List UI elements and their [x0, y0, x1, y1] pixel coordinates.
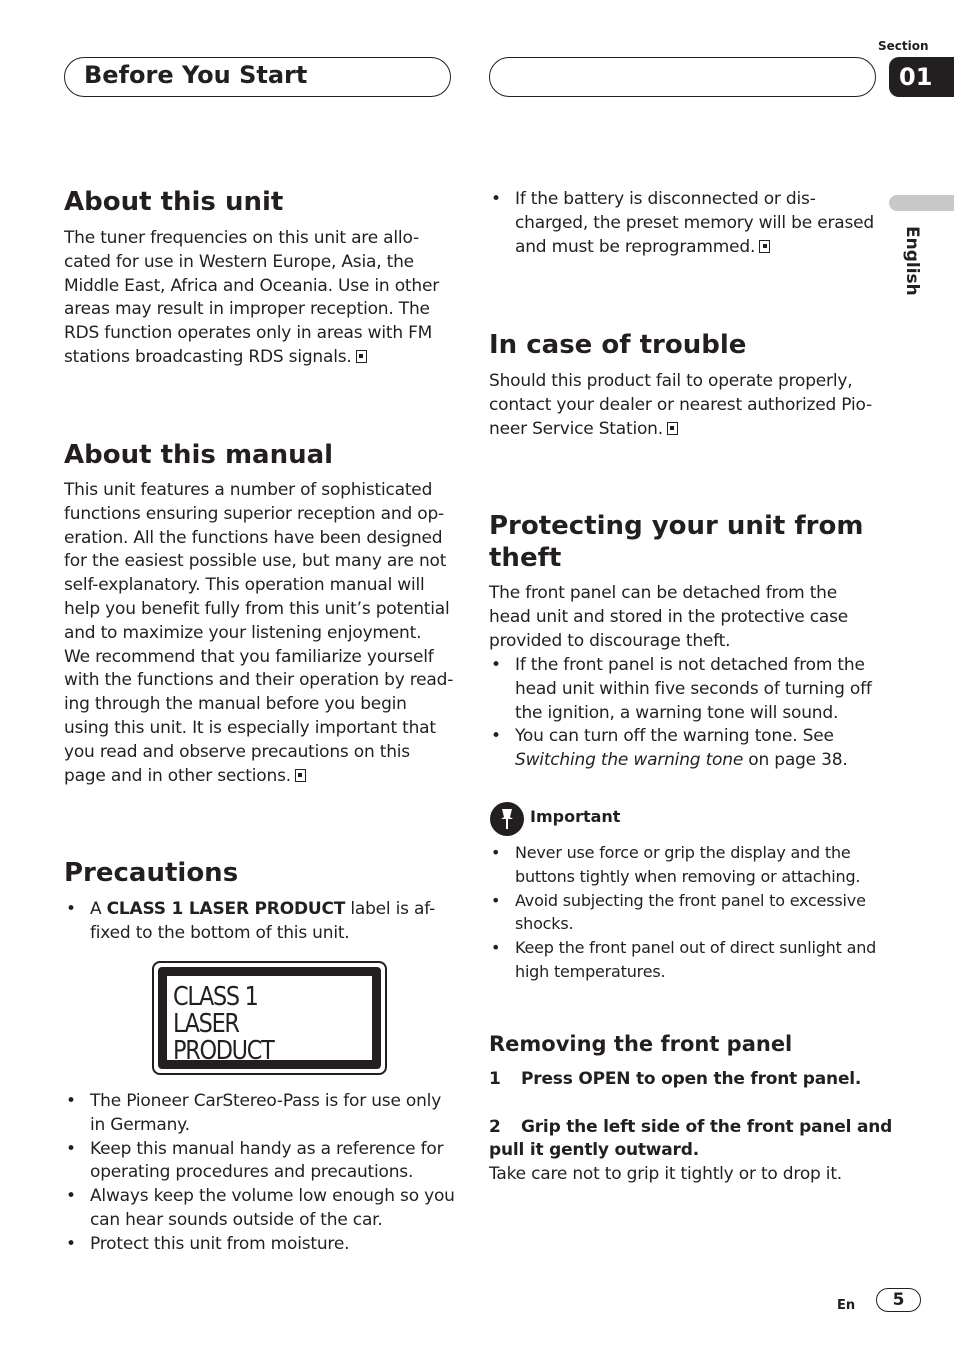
theft-heading: Protecting your unit from theft	[489, 511, 864, 573]
about-unit-heading: About this unit	[64, 187, 284, 217]
section-number-badge: 01	[889, 57, 954, 97]
header-blank-pill	[489, 57, 876, 97]
page-number: 5	[876, 1288, 921, 1312]
step-2: 2 Grip the left side of the front panel and	[489, 1116, 893, 1137]
removing-heading: Removing the front panel	[489, 1032, 793, 1056]
list-item: • Avoid subjecting the front panel to excessive shocks.	[489, 889, 899, 937]
list-item: • If the front panel is not detached from the head unit within five seconds of turning off the ignition, a warning tone will sound.	[489, 654, 889, 725]
theft-bullet-list	[489, 654, 889, 773]
about-manual-heading: About this manual	[64, 440, 334, 470]
list-item: • Protect this unit from moisture.	[64, 1233, 474, 1257]
trouble-heading: In case of trouble	[489, 330, 747, 360]
list-item: • Keep this manual handy as a reference for operating procedures and precautions.	[64, 1138, 474, 1186]
removing-note: Take care not to grip it tightly or to drop it.	[489, 1164, 843, 1184]
list-item: • The Pioneer CarStereo-Pass is for use only in Germany.	[64, 1090, 474, 1138]
end-mark-icon	[295, 769, 306, 782]
section-label: Section	[878, 39, 929, 53]
important-icon	[490, 802, 524, 836]
important-label: Important	[530, 807, 621, 826]
end-mark-icon	[759, 240, 770, 253]
list-item: • Keep the front panel out of direct sunlight and high temperatures.	[489, 936, 899, 984]
list-item: • Always keep the volume low enough so you can hear sounds outside of the car.	[64, 1185, 474, 1233]
label-line-1: CLASS 1	[173, 982, 258, 1012]
end-mark-icon	[356, 350, 367, 363]
end-mark-icon	[667, 422, 678, 435]
important-bullet-list	[489, 841, 899, 984]
trouble-body: Should this product fail to operate properly, contact your dealer or nearest authorized Pio- neer Service Station.	[489, 371, 872, 439]
list-item: • You can turn off the warning tone. See Switching the warning tone on page 38.	[489, 725, 889, 773]
language-side-label: English	[902, 226, 922, 296]
battery-bullet-list	[489, 188, 889, 259]
precautions-bullet-list	[64, 1090, 474, 1257]
about-manual-body: This unit features a number of sophisticated functions ensuring superior reception and op- eration. All the functions have been designed for the easiest possible use, but many are not self-explanatory. This operation manual will help you benefit fully from this unit’s potential and to maximize your listening enjoyment. We recommend that you familiarize yourself with the functions and their operation by read- ing through the manual before you begin using this unit. It is especially important that you read and observe precautions on this page and in other sections.	[64, 480, 454, 786]
removing-steps: 1 Press OPEN to open the front panel. 2 Grip the left side of the front panel and pull it gently outward.	[489, 1068, 899, 1163]
language-side-tab	[889, 195, 954, 211]
list-item: • Never use force or grip the display and the buttons tightly when removing or attaching.	[489, 841, 899, 889]
theft-body: The front panel can be detached from the head unit and stored in the protective case provided to discourage theft.	[489, 583, 849, 651]
precautions-heading: Precautions	[64, 858, 239, 888]
footer-language: En	[837, 1298, 856, 1313]
laser-bullet-list	[64, 898, 464, 946]
about-unit-body: The tuner frequencies on this unit are allo- cated for use in Western Europe, Asia, the Middle East, Africa and Oceania. Use in other areas may result in improper reception. The RDS function operates only in areas with FM stations broadcasting RDS signals.	[64, 228, 440, 367]
step-1: 1 Press OPEN to open the front panel.	[489, 1069, 862, 1089]
page-header-title: Before You Start	[84, 61, 308, 89]
list-item: • A CLASS 1 LASER PRODUCT label is af- fixed to the bottom of this unit.	[64, 898, 464, 946]
list-item: • If the battery is disconnected or dis- charged, the preset memory will be erased and must be reprogrammed.	[489, 188, 889, 259]
label-line-2: LASER PRODUCT	[173, 1009, 274, 1066]
laser-product-label	[152, 961, 387, 1075]
